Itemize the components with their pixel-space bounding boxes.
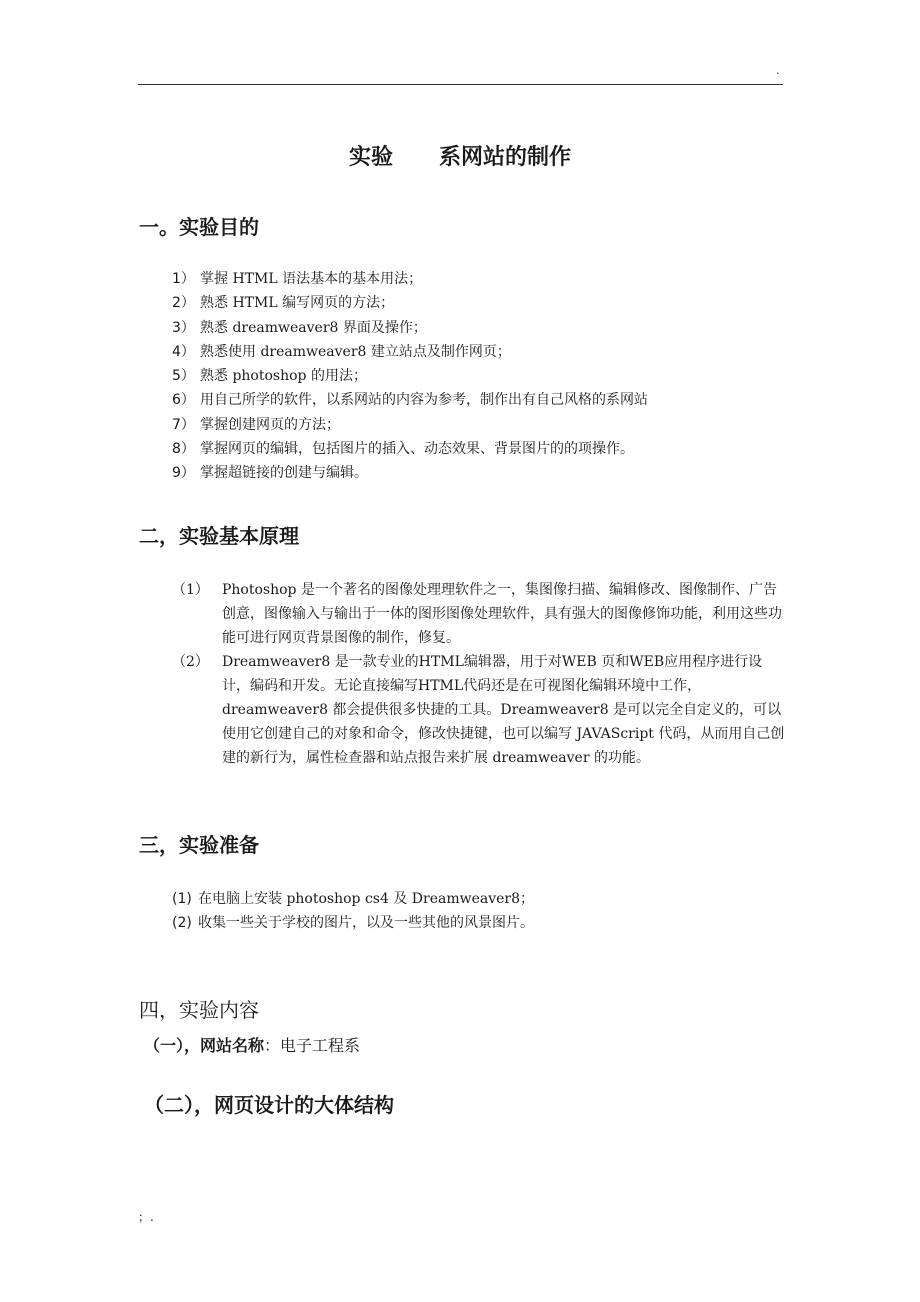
paragraph-number: （2） (172, 654, 209, 670)
section-1-heading: 一。实验目的 (139, 215, 259, 239)
header-rule (138, 84, 783, 85)
section-3-heading: 三，实验准备 (139, 833, 259, 857)
header-mark: . (776, 64, 780, 77)
list-item: 3） 熟悉 dreamweaver8 界面及操作； (172, 319, 427, 336)
principle-paragraph-2 (0, 650, 920, 794)
objectives-list (172, 267, 648, 486)
list-item: (1) 在电脑上安装 photoshop cs4 及 Dreamweaver8； (172, 891, 535, 907)
paragraph-text: Dreamweaver8 是一款专业的HTML编辑器，用于对WEB 页和WEB应用程序进行设计，编码和开发。无论直接编写HTML代码还是在可视图化编辑环境中工作，dreamweaver8 都会提供很多快捷的工具。Dreamweaver8 是可以完全自定义的，可以使用它创建自己的对象和命令，修改快捷键，也可以编写 JAVAScript 代码，从而用自己创建的新行为，属性检查器和站点报告来扩展 dreamweaver 的功能。 (222, 654, 785, 766)
principle-paragraph-1 (0, 578, 920, 650)
list-item: 8） 掌握网页的编辑，包括图片的插入、动态效果、背景图片的的项操作。 (172, 441, 634, 458)
section-4-heading: 四，实验内容 (139, 998, 259, 1022)
list-item: (2) 收集一些关于学校的图片，以及一些其他的风景图片。 (172, 915, 534, 931)
preparation-list (172, 887, 534, 935)
page-title: 实验 系网站的制作 (349, 145, 571, 170)
list-item: 1） 掌握 HTML 语法基本的基本用法； (172, 271, 423, 287)
section-2-heading: 二，实验基本原理 (139, 524, 299, 548)
list-item: 2） 熟悉 HTML 编写网页的方法； (172, 295, 395, 312)
site-name-value: 电子工程系 (280, 1036, 361, 1055)
structure-subheading: （二），网页设计的大体结构 (144, 1093, 394, 1117)
list-item: 4） 熟悉使用 dreamweaver8 建立站点及制作网页； (172, 343, 511, 360)
list-item: 7） 掌握创建网页的方法； (172, 416, 340, 433)
list-item: 5） 熟悉 photoshop 的用法； (172, 368, 367, 385)
paragraph-number: （1） (172, 582, 209, 598)
site-name-label: （一），网站名称 (144, 1036, 265, 1055)
list-item: 6） 用自己所学的软件，以系网站的内容为参考，制作出有自己风格的系网站 (172, 392, 648, 409)
list-item: 9） 掌握超链接的创建与编辑。 (172, 465, 368, 482)
footer-mark: ；. (138, 1210, 154, 1224)
paragraph-text: Photoshop 是一个著名的图像处理理软件之一，集图像扫描、编辑修改、图像制作、广告创意，图像输入与输出于一体的图形图像处理软件，具有强大的图像修饰功能，利用这些功能可进行网页背景图像的制作，修复。 (222, 582, 782, 646)
site-name-line: （一），网站名称：电子工程系 (144, 1036, 361, 1055)
